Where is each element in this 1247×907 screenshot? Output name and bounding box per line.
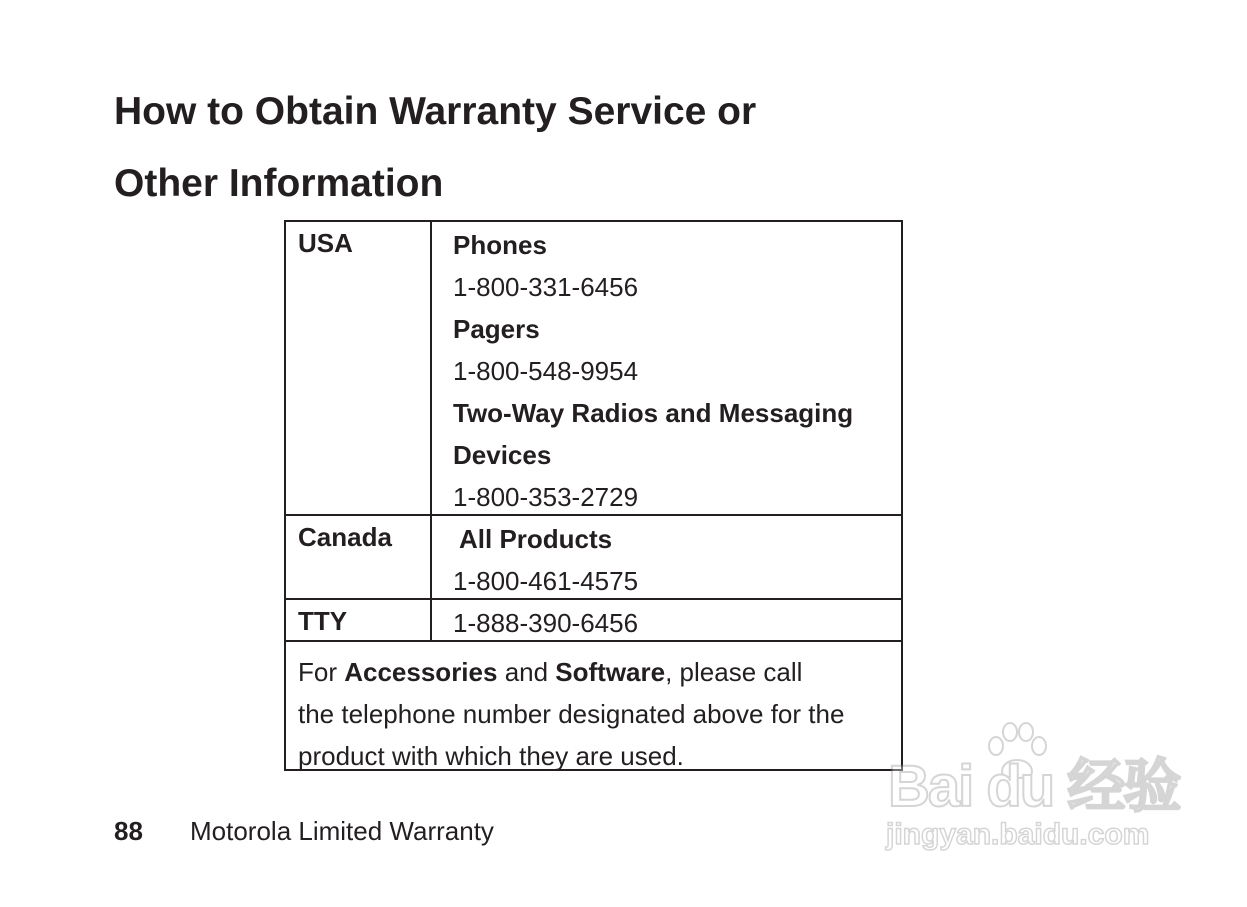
column-divider xyxy=(430,222,432,640)
canada-number: 1-800-461-4575 xyxy=(453,566,639,596)
page-title-line-2: Other Information xyxy=(114,162,444,205)
page-title-line-1: How to Obtain Warranty Service or xyxy=(114,90,757,133)
note-accessories: Accessories xyxy=(344,657,498,687)
pagers-number: 1-800-548-9954 xyxy=(453,356,639,386)
radios-label-line1: Two-Way Radios and Messaging xyxy=(453,398,854,428)
region-tty: TTY xyxy=(298,606,348,636)
phones-label: Phones xyxy=(453,230,547,260)
note-software: Software xyxy=(555,657,666,687)
radios-label-line2: Devices xyxy=(453,440,552,470)
region-canada: Canada xyxy=(298,522,392,552)
note-line-3: product with which they are used. xyxy=(298,741,684,771)
region-usa: USA xyxy=(298,228,353,258)
all-products-label: All Products xyxy=(459,524,613,554)
footer-section-title: Motorola Limited Warranty xyxy=(190,816,494,846)
phones-number: 1-800-331-6456 xyxy=(453,272,639,302)
note-text-please-call: , please call xyxy=(665,657,803,687)
watermark-url: jingyan.baidu.com xyxy=(886,818,1150,851)
tty-number: 1-888-390-6456 xyxy=(453,608,639,638)
row-divider-canada-tty xyxy=(286,598,901,600)
contact-table xyxy=(284,220,903,771)
row-divider-usa-canada xyxy=(286,514,901,516)
radios-number: 1-800-353-2729 xyxy=(453,482,639,512)
pagers-label: Pagers xyxy=(453,314,540,344)
watermark-brand: Bai du 经验 xyxy=(888,754,1180,819)
note-line-1 xyxy=(298,651,898,693)
page-number: 88 xyxy=(114,816,143,846)
row-divider-tty-note xyxy=(286,640,901,642)
note-line-2: the telephone number designated above for the xyxy=(298,699,845,729)
note-text-for: For xyxy=(298,657,345,687)
accessories-note xyxy=(298,651,898,777)
note-text-and: and xyxy=(497,657,556,687)
baidu-watermark xyxy=(882,720,1182,860)
